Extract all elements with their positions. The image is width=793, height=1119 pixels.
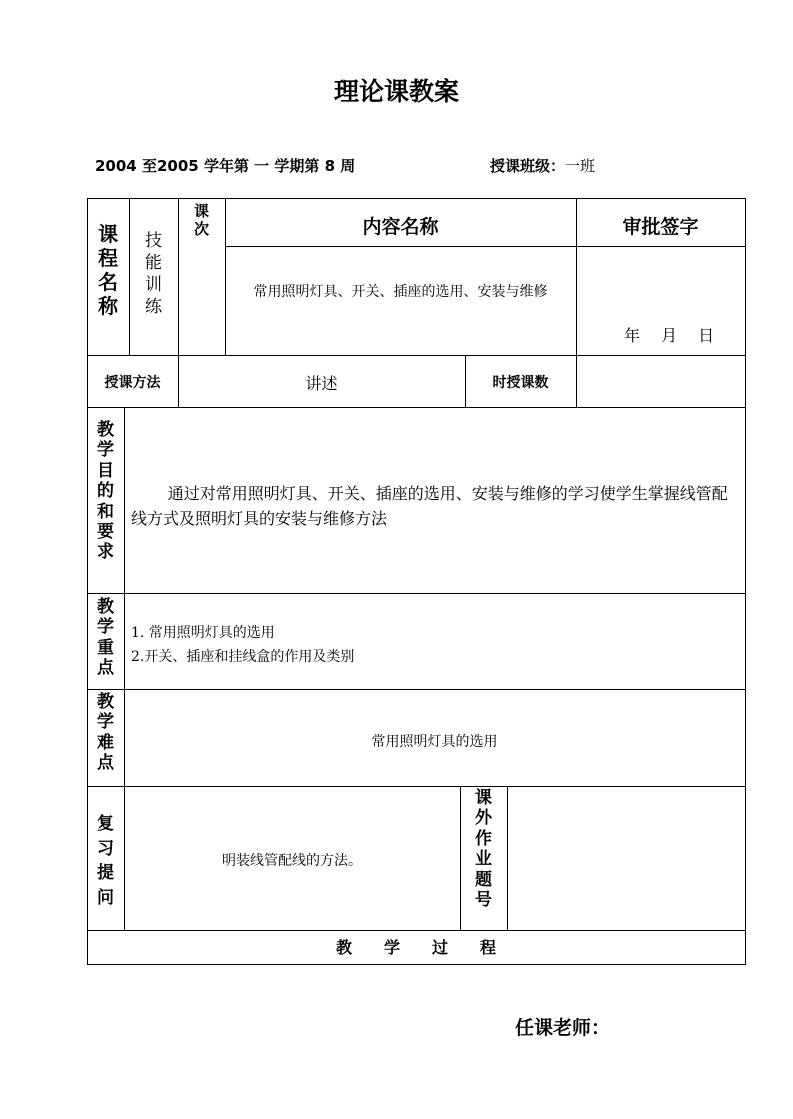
content-name-label: 内容名称 <box>362 216 439 238</box>
course-name-label: 课 程 名 称 <box>98 222 118 318</box>
page-title: 理论课教案 <box>333 77 459 106</box>
class-info <box>490 155 595 176</box>
process-label: 教 学 过 程 <box>335 938 496 957</box>
class-label: 授课班级： <box>490 157 566 175</box>
key-point-item: 2.开关、插座和挂线盒的作用及类别 <box>131 648 355 665</box>
term-info: 2004 至2005 学年第 一 学期第 8 周 <box>95 157 356 175</box>
course-name-value: 技 能 训 练 <box>145 231 162 318</box>
key-points-list <box>131 622 354 670</box>
approval-date: 年 月 日 <box>624 326 715 345</box>
teacher-label: 任课老师： <box>515 1017 611 1039</box>
approval-label: 审批签字 <box>622 216 699 238</box>
key-points-label: 教 学 重 点 <box>97 597 114 679</box>
method-value: 讲述 <box>305 374 338 393</box>
review-text: 明装线管配线的方法。 <box>222 853 362 869</box>
objective-text: 通过对常用照明灯具、开关、插座的选用、安装与维修的学习使学生掌握线管配线方式及照明灯具的安装与维修方法 <box>131 484 728 528</box>
difficulty-label: 教 学 难 点 <box>97 692 114 774</box>
lesson-no-label: 课 次 <box>193 202 209 238</box>
method-label: 授课方法 <box>104 375 161 391</box>
content-name-value: 常用照明灯具、开关、插座的选用、安装与维修 <box>253 284 548 300</box>
class-value: 一班 <box>565 157 596 175</box>
objective-label: 教 学 目 的 和 要 求 <box>97 420 114 563</box>
homework-label: 课 外 作 业 题 号 <box>475 788 492 910</box>
difficulty-text: 常用照明灯具的选用 <box>371 734 498 750</box>
hours-label: 时授课数 <box>492 375 549 391</box>
key-point-item: 1. 常用照明灯具的选用 <box>131 625 275 641</box>
review-label: 复 习 提 问 <box>97 814 114 908</box>
